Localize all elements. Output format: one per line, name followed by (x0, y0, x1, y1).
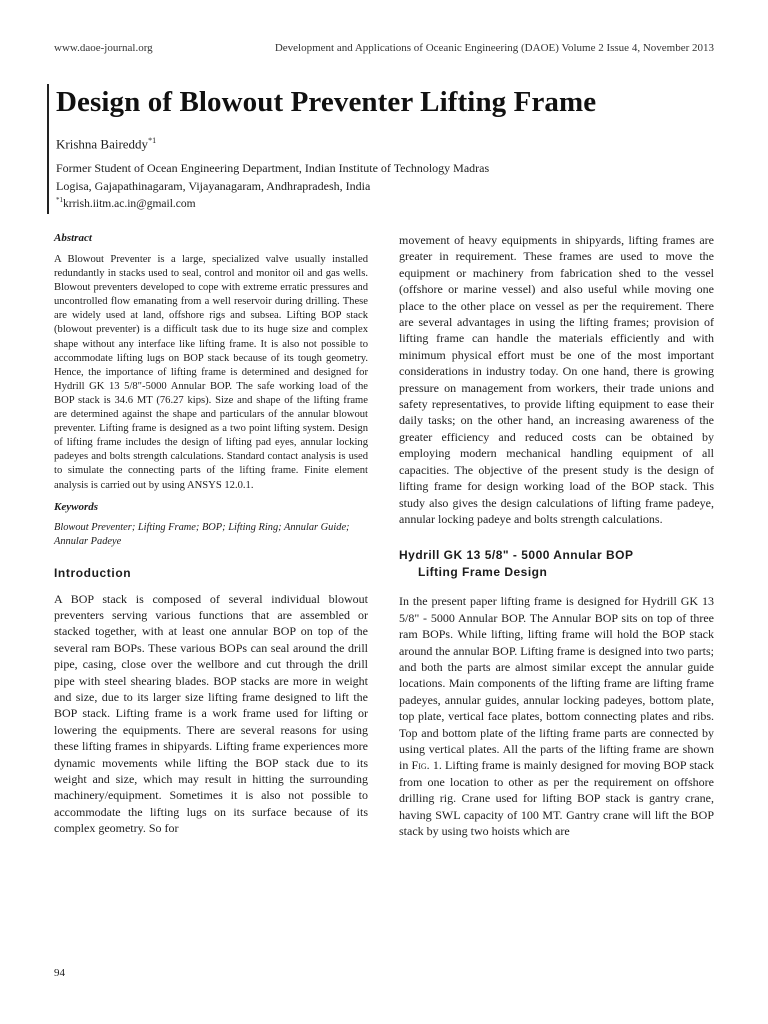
author-marker: *1 (148, 136, 157, 145)
page-header (54, 42, 714, 54)
figure-reference[interactable]: Fig. 1 (411, 758, 439, 773)
abstract-heading: Abstract (54, 232, 92, 244)
page-number: 94 (54, 967, 65, 979)
section-text-after-fig: . Lifting frame is mainly designed for moving BOP stack from one location to other as per the requirement on offshore drilling rig. Crane used for lifting BOP stack is gantry crane, having SWL capacity of 100 MT. Gantry crane will lift the BOP stack by using two hoists which are (399, 758, 715, 838)
left-column (54, 232, 368, 837)
keywords-heading: Keywords (54, 500, 98, 513)
email-marker: *1 (56, 196, 63, 204)
introduction-text: A BOP stack is composed of several individual blowout preventers serving various functions that are assembled or stacked together, with at least one annular BOP on top of the several ram BOPs. These various BOPs can seal around the drill pipe, casing, close over the wellbore and cut through the drill pipe with steel shearing blades. BOP stacks are more in weight and size, due to its larger size lifting frame designed to lift the BOP stack. Lifting frame is a work frame used for lifting or lowering the equipments. There are several reasons for using these lifting frames in shipyards. Lifting frame experiences more dynamic movements while lifting the BOP stack due to its weight and size, which may result in hitting the surrounding machinery/equipment. Sometimes it is also not possible to accommodate the lifting lugs on its surface because of its complex geometry. So for (54, 591, 368, 836)
section-heading-line-1: Hydrill GK 13 5/8" - 5000 Annular BOP (399, 548, 634, 563)
journal-info: Development and Applications of Oceanic Engineering (DAOE) Volume 2 Issue 4, November 2013 (274, 42, 714, 54)
abstract-text: A Blowout Preventer is a large, specialized valve usually installed redundantly in stacks used to seal, control and monitor oil and gas wells. Blowout preventers developed to cope with extreme erratic pressures and uncontrolled flow emanating from a well reservoir during drilling. These are widely used at land, offshore rigs and subsea. Lifting BOP stack (blowout preventer) is a difficult task due to its huge size and complex shape without any interface like lifting frame. It is also not possible to accommodate lifting lugs on BOP stack because of its tough geometry. Hence, the importance of lifting frame is determined and designed for Hydrill GK 13 5/8"-5000 Annular BOP. The safe working load of the BOP stack is 34.6 MT (76.27 kips). Size and shape of the lifting frame are determined against the shape and particulars of the annular blowout preventer. Lifting frame is designed as a two point lifting system. Design of lifting frame includes the design of lifting pad eyes, annular locking padeyes and bolts strength calculations. Standard contact analysis is used to simulate the connecting parts of the lifting frame. Finite element analysis is carried out by using ANSYS 12.0.1. (54, 254, 368, 491)
affiliation (56, 159, 489, 195)
introduction-continuation: movement of heavy equipments in shipyards, lifting frames are greater in requirement. These frames are used to move the equipment or machinery from fabrication shed to the vessel (offshore or marine vessel) and also useful while moving one place to the other place on vessel as per the requirement. There are several advantages in using the lifting frames; provision of lifting frame can handle the materials efficiently and with minimum physical effort must be one of the most important considerations in industry today. On one hand, there is growing pressure on management from workers, their trade unions and safety representatives, to provide lifting equipment to ease their daily tasks; on the other hand, an increasing awareness of the greater efficiency and reduced costs can be obtained by employing modern mechanical handling equipment of all capacities. The objective of the present study is the design of lifting frame for design working load of the BOP stack. This study also gives the design calculations of lifting frame padeye, annular locking padeye and bolts strength calculations. (399, 233, 714, 526)
author-line (56, 136, 156, 152)
affiliation-line-2: Logisa, Gajapathinagaram, Vijayanagaram, Andhrapradesh, India (56, 179, 371, 193)
author-name: Krishna Baireddy (56, 136, 149, 152)
right-column (399, 232, 714, 839)
section-text (399, 593, 714, 839)
affiliation-line-1: Former Student of Ocean Engineering Department, Indian Institute of Technology Madras (56, 161, 490, 175)
keywords-text: Blowout Preventer; Lifting Frame; BOP; Lifting Ring; Annular Guide; Annular Padeye (54, 521, 350, 547)
introduction-heading: Introduction (54, 565, 132, 580)
section-heading-line-2: Lifting Frame Design (418, 565, 548, 580)
email-address[interactable]: krrish.iitm.ac.in@gmail.com (63, 197, 196, 210)
journal-website: www.daoe-journal.org (54, 42, 153, 54)
section-text-before-fig: In the present paper lifting frame is designed for Hydrill GK 13 5/8" - 5000 Annular BOP. The Annular BOP sits on top of three ram BOPs. While lifting, lifting frame will hold the BOP stack around the annular BOP. Lifting frame is designed into two parts; and both the parts are almost similar except the annular guide locations. Main components of the lifting frame are lifting frame padeyes, annular guides, annular locking padeyes, bottom plate, top plate, vertical face plates, bottom connecting plates and ribs. Top and bottom plate of the lifting frame parts are connected by using vertical plates. All the parts of the lifting frame are shown in (399, 594, 714, 773)
section-heading-lifting-frame (399, 547, 714, 581)
author-email (56, 196, 196, 210)
title-rule (47, 84, 49, 214)
paper-title: Design of Blowout Preventer Lifting Frame (56, 86, 597, 118)
